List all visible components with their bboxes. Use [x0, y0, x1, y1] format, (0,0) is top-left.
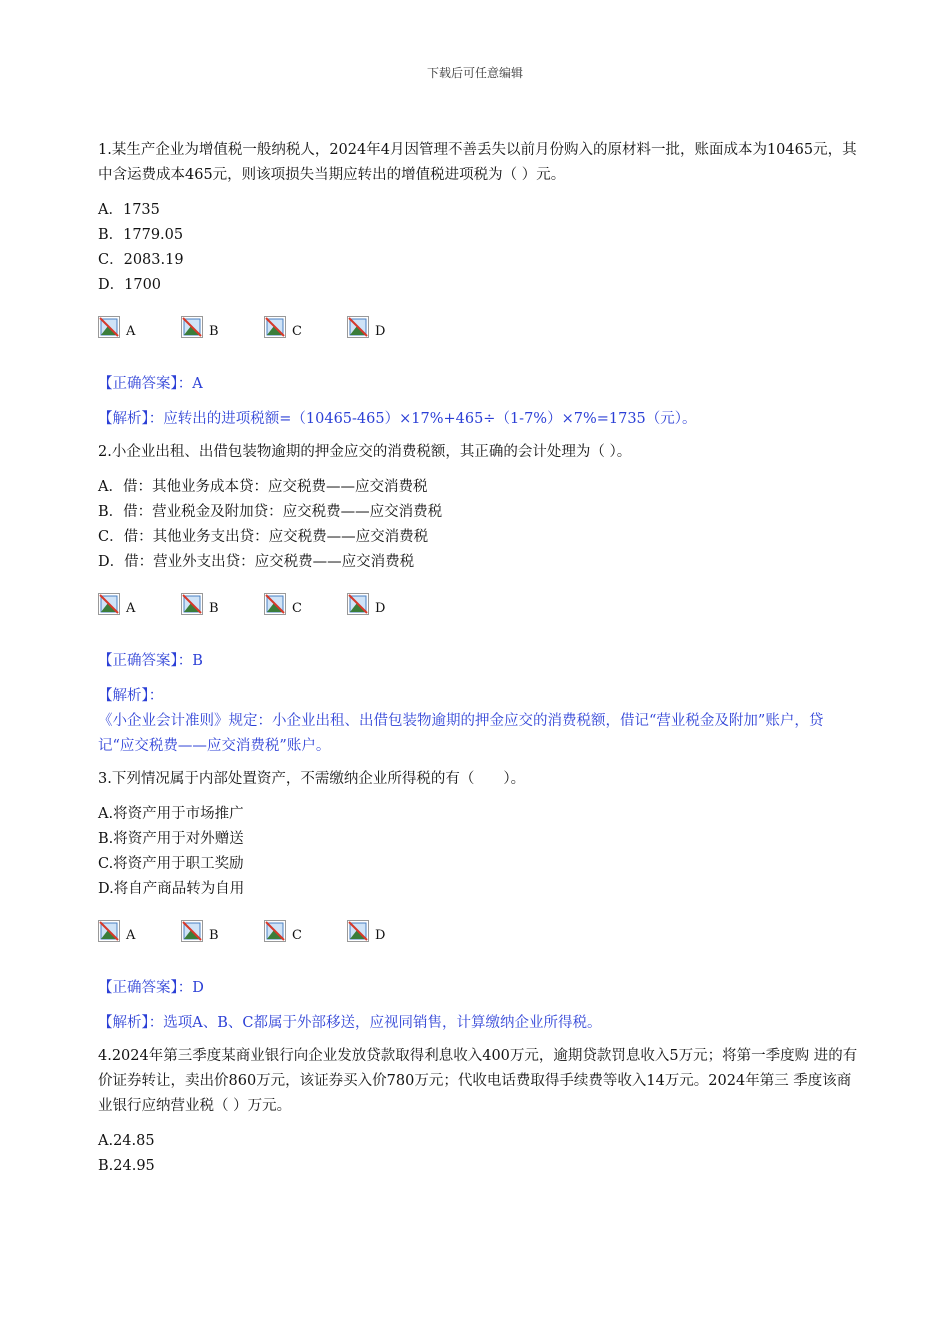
choice-a[interactable]: A: [98, 916, 181, 942]
analysis-text: 《小企业会计准则》规定：小企业出租、出借包装物逾期的押金应交的消费税额，借记“营业税金及附加”账户，贷记“应交税费——应交消费税”账户。: [98, 713, 824, 754]
question-4: [98, 1044, 858, 1179]
broken-image-icon: [264, 593, 286, 615]
analysis-label: 【解析】：: [98, 1015, 164, 1031]
choice-c[interactable]: C: [264, 312, 347, 338]
page-header: 下载后可任意编辑: [426, 66, 523, 80]
broken-image-icon: [264, 316, 286, 338]
broken-image-icon: [181, 316, 203, 338]
question-text: 3.下列情况属于内部处置资产，不需缴纳企业所得税的有（ ）。: [98, 771, 526, 787]
option-a: A．借：其他业务成本贷：应交税费——应交消费税: [98, 479, 428, 495]
question-text: 1.某生产企业为增值税一般纳税人，2024年4月因管理不善丢失以前月份购入的原材料一批，账面成本为10465元，其中含运费成本465元，则该项损失当期应转出的增值税进项税为（ ）元。: [98, 142, 857, 183]
analysis-text: 选项A、B、C都属于外部移送，应视同销售，计算缴纳企业所得税。: [163, 1015, 602, 1031]
broken-image-icon: [98, 593, 120, 615]
broken-image-icon: [181, 593, 203, 615]
answer-choices: [98, 312, 858, 338]
choice-b[interactable]: B: [181, 916, 264, 942]
option-list: [98, 475, 858, 575]
option-b: B.24.95: [98, 1158, 155, 1174]
analysis: [98, 407, 858, 432]
answer-choices: [98, 589, 858, 615]
choice-c[interactable]: C: [264, 916, 347, 942]
choice-d[interactable]: D: [347, 589, 430, 615]
option-list: [98, 802, 858, 902]
choice-b[interactable]: B: [181, 312, 264, 338]
broken-image-icon: [347, 316, 369, 338]
option-c: C．借：其他业务支出贷：应交税费——应交消费税: [98, 529, 429, 545]
choice-a[interactable]: A: [98, 312, 181, 338]
option-c: C.将资产用于职工奖励: [98, 856, 244, 872]
correct-answer: 【正确答案】：B: [98, 653, 203, 669]
broken-image-icon: [347, 593, 369, 615]
option-list: [98, 198, 858, 298]
question-2: [98, 440, 858, 759]
analysis-label: 【解析】：: [98, 688, 164, 704]
correct-answer: 【正确答案】：A: [98, 376, 203, 392]
option-a: A.将资产用于市场推广: [98, 806, 244, 822]
broken-image-icon: [98, 316, 120, 338]
correct-answer: 【正确答案】：D: [98, 980, 204, 996]
broken-image-icon: [264, 920, 286, 942]
option-d: D．1700: [98, 277, 162, 293]
choice-a[interactable]: A: [98, 589, 181, 615]
option-b: B．借：营业税金及附加贷：应交税费——应交消费税: [98, 504, 443, 520]
option-a: A.24.85: [98, 1133, 155, 1149]
broken-image-icon: [98, 920, 120, 942]
answer-choices: [98, 916, 858, 942]
option-d: D．借：营业外支出贷：应交税费——应交消费税: [98, 554, 415, 570]
question-3: [98, 767, 858, 1036]
option-c: C．2083.19: [98, 252, 184, 268]
option-b: B.将资产用于对外赠送: [98, 831, 244, 847]
analysis-text: 应转出的进项税额=（10465-465）×17%+465÷（1-7%）×7%=1735（元）。: [163, 411, 697, 427]
analysis: [98, 684, 858, 759]
option-b: B．1779.05: [98, 227, 184, 243]
broken-image-icon: [347, 920, 369, 942]
question-text: 2.小企业出租、出借包装物逾期的押金应交的消费税额，其正确的会计处理为（ ）。: [98, 444, 632, 460]
choice-c[interactable]: C: [264, 589, 347, 615]
option-d: D.将自产商品转为自用: [98, 881, 245, 897]
option-a: A．1735: [98, 202, 160, 218]
choice-d[interactable]: D: [347, 312, 430, 338]
choice-d[interactable]: D: [347, 916, 430, 942]
document-body: [98, 138, 858, 1179]
analysis: [98, 1011, 858, 1036]
analysis-label: 【解析】：: [98, 411, 164, 427]
question-1: [98, 138, 858, 432]
choice-b[interactable]: B: [181, 589, 264, 615]
broken-image-icon: [181, 920, 203, 942]
question-text: 4.2024年第三季度某商业银行向企业发放贷款取得利息收入400万元，逾期贷款罚息收入5万元；将第一季度购 进的有价证券转让，卖出价860万元，该证券买入价780万元；代收电话费取得手续费等收入14万元。2024年第三 季度该商业银行应纳营业税（ ）万元。: [98, 1048, 858, 1114]
option-list: [98, 1129, 858, 1179]
